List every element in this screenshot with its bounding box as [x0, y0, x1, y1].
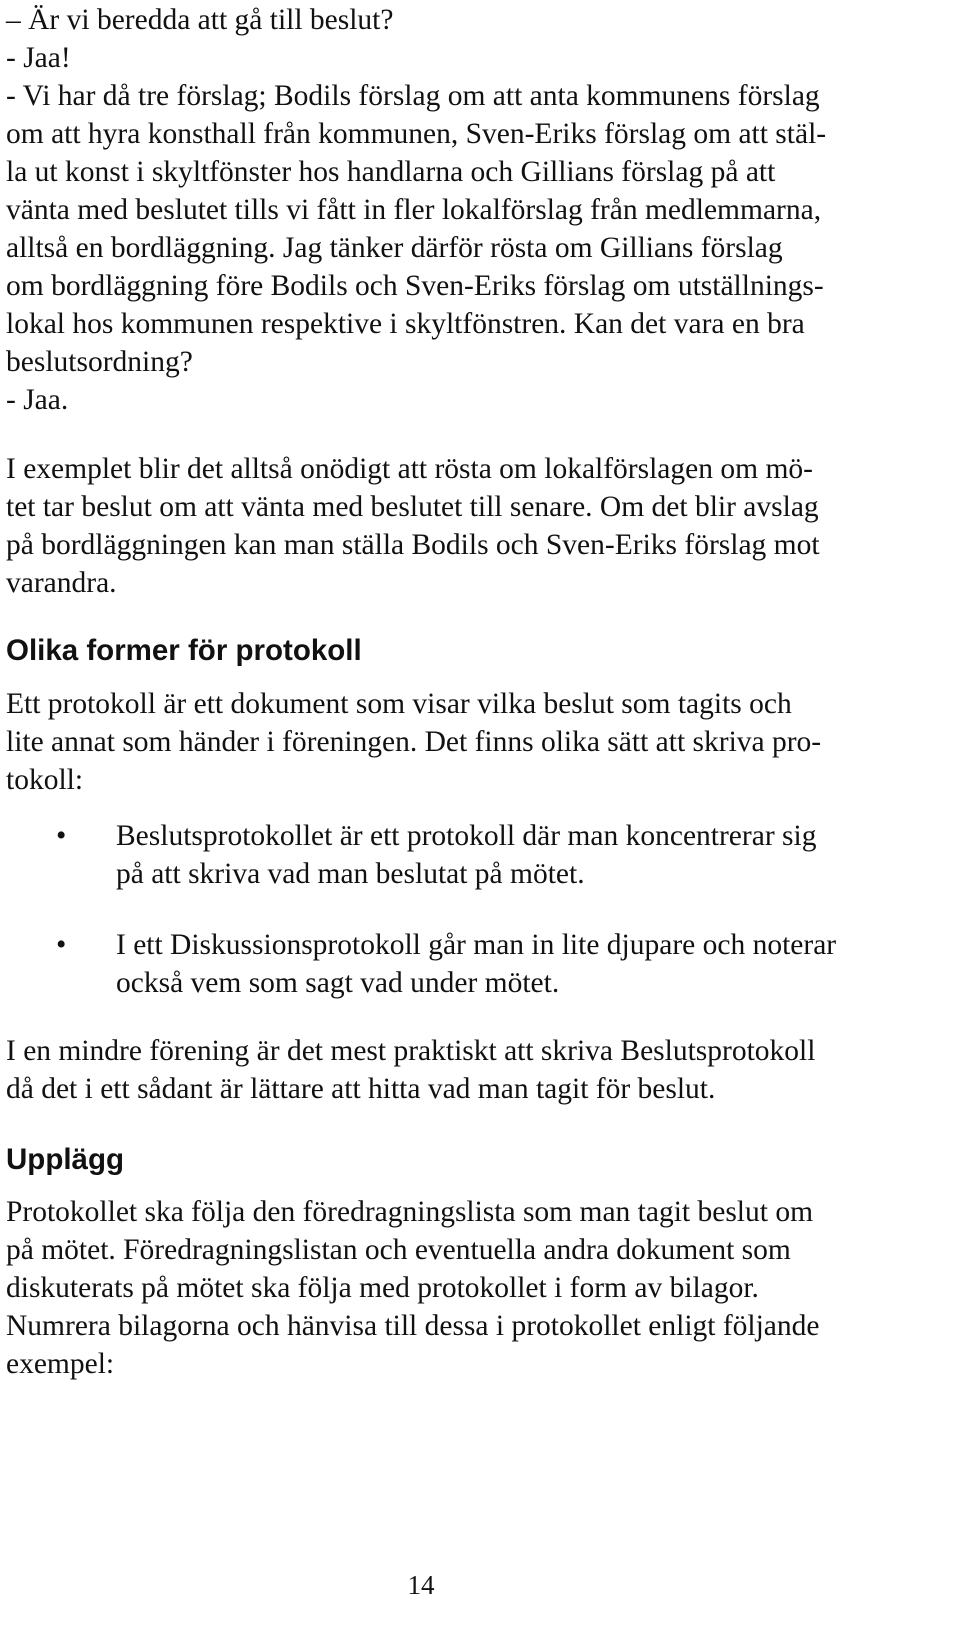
text-line: - Jaa!: [6, 42, 71, 74]
list-item-line: Beslutsprotokollet är ett protokoll där man koncentrerar sig: [116, 820, 817, 852]
text-line: Numrera bilagorna och hänvisa till dessa i protokollet enligt följande: [6, 1310, 820, 1342]
text-line: exempel:: [6, 1348, 115, 1380]
text-line: vänta med beslutet tills vi fått in fler lokalförslag från medlemmarna,: [6, 194, 822, 226]
list-item-line: på att skriva vad man beslutat på mötet.: [116, 858, 585, 890]
text-line: lite annat som händer i föreningen. Det finns olika sätt att skriva pro-: [6, 726, 822, 758]
text-line: varandra.: [6, 567, 117, 599]
text-line: beslutsordning?: [6, 346, 193, 378]
text-line: alltså en bordläggning. Jag tänker därför rösta om Gillians förslag: [6, 232, 783, 264]
page-number: 14: [407, 1570, 435, 1600]
text-line: la ut konst i skyltfönster hos handlarna och Gillians förslag på att: [6, 156, 776, 188]
text-line: - Vi har då tre förslag; Bodils förslag om att anta kommunens förslag: [6, 80, 820, 112]
text-line: lokal hos kommunen respektive i skyltfönstren. Kan det vara en bra: [6, 308, 805, 340]
bullet-icon: •: [56, 929, 67, 961]
text-line: om bordläggning före Bodils och Sven-Eriks förslag om utställnings-: [6, 270, 824, 302]
text-line: I exemplet blir det alltså onödigt att rösta om lokalförslagen om mö-: [6, 453, 813, 485]
text-line: tokoll:: [6, 764, 84, 796]
text-line: diskuterats på mötet ska följa med protokollet i form av bilagor.: [6, 1272, 759, 1304]
list-item-line: också vem som sagt vad under mötet.: [116, 967, 560, 999]
text-line: – Är vi beredda att gå till beslut?: [6, 4, 394, 36]
section-heading: Olika former för protokoll: [6, 634, 362, 667]
text-line: - Jaa.: [6, 384, 69, 416]
text-line: på bordläggningen kan man ställa Bodils och Sven-Eriks förslag mot: [6, 529, 820, 561]
text-line: tet tar beslut om att vänta med beslutet till senare. Om det blir avslag: [6, 491, 819, 523]
text-line: på mötet. Föredragningslistan och eventuella andra dokument som: [6, 1234, 791, 1266]
text-line: då det i ett sådant är lättare att hitta vad man tagit för beslut.: [6, 1073, 716, 1105]
bullet-icon: •: [56, 820, 67, 852]
text-line: Protokollet ska följa den föredragningslista som man tagit beslut om: [6, 1196, 814, 1228]
text-line: I en mindre förening är det mest praktiskt att skriva Beslutsprotokoll: [6, 1035, 816, 1067]
list-item-line: I ett Diskussionsprotokoll går man in lite djupare och noterar: [116, 929, 837, 961]
text-line: om att hyra konsthall från kommunen, Sven-Eriks förslag om att stäl-: [6, 118, 827, 150]
section-heading: Upplägg: [6, 1143, 124, 1176]
text-line: Ett protokoll är ett dokument som visar vilka beslut som tagits och: [6, 688, 792, 720]
